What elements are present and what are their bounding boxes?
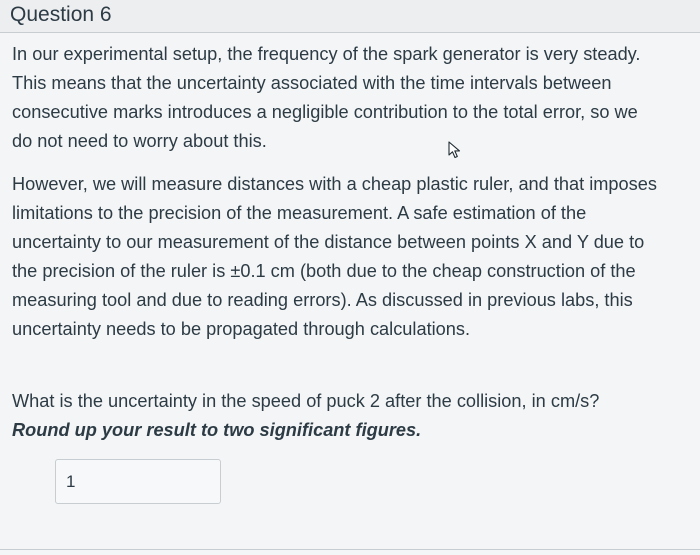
question-title: Question 6	[10, 3, 112, 26]
answer-input[interactable]: 1	[55, 459, 221, 504]
rounding-instruction: Round up your result to two significant figures.	[12, 420, 422, 440]
question-prompt	[12, 358, 698, 474]
question-paragraph-1: In our experimental setup, the frequency of the spark generator is very steady. This means that the uncertainty associated with the time intervals between consecutive marks introduces a negligible contribution to the total error, so we do not need to worry about this.	[12, 44, 641, 151]
question-header	[0, 0, 700, 33]
bottom-divider	[0, 549, 700, 550]
question-prompt-text: What is the uncertainty in the speed of puck 2 after the collision, in cm/s?	[12, 391, 600, 411]
question-body	[12, 40, 698, 474]
mouse-pointer-icon	[448, 141, 462, 159]
question-paragraph-2: However, we will measure distances with a cheap plastic ruler, and that imposes limitations to the precision of the measurement. A safe estimation of the uncertainty to our measurement of the distance between points X and Y due to the precision of the ruler is ±0.1 cm (both due to the cheap construction of the measuring tool and due to reading errors). As discussed in previous labs, this uncertainty needs to be propagated through calculations.	[12, 174, 657, 339]
